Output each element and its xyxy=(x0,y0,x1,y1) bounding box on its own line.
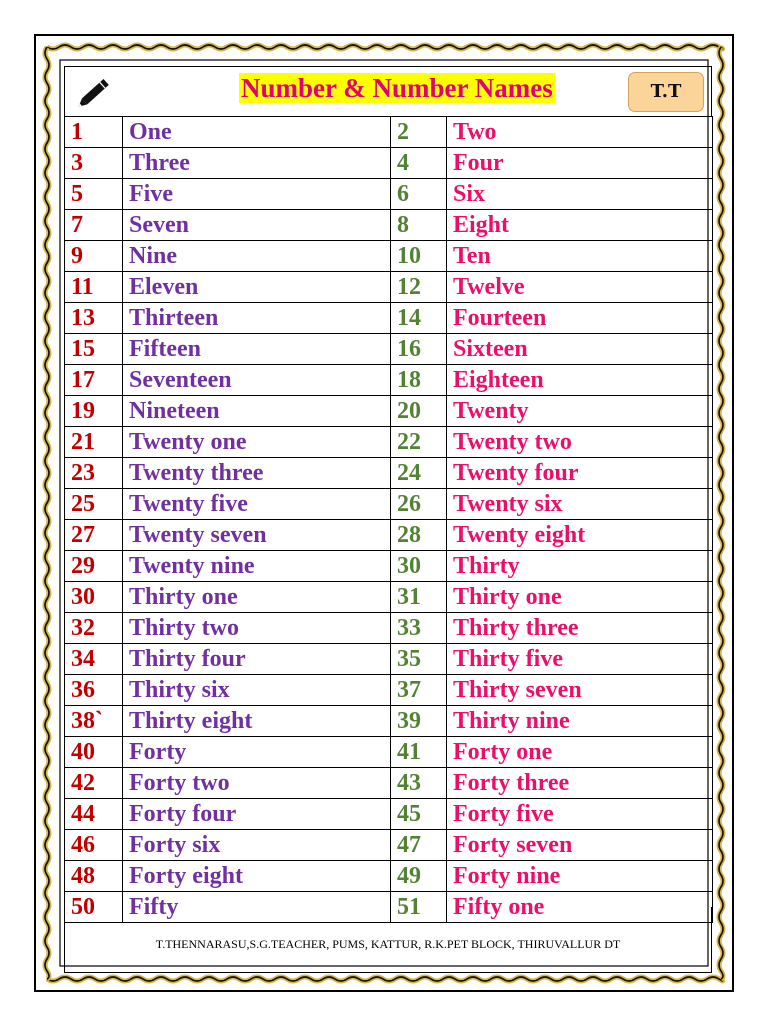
name-left: Nineteen xyxy=(123,396,391,427)
number-left: 19 xyxy=(65,396,123,427)
name-left: Thirty eight xyxy=(123,706,391,737)
footer-credit: T.THENNARASU,S.G.TEACHER, PUMS, KATTUR, R.K.PET BLOCK, THIRUVALLUR DT xyxy=(155,937,621,951)
number-right: 2 xyxy=(391,117,447,148)
name-right: Forty three xyxy=(447,768,713,799)
number-right: 39 xyxy=(391,706,447,737)
name-right: Twenty eight xyxy=(447,520,713,551)
pencil-icon xyxy=(75,73,115,111)
number-right: 30 xyxy=(391,551,447,582)
name-right: Forty one xyxy=(447,737,713,768)
table-row xyxy=(65,241,713,272)
number-left: 40 xyxy=(65,737,123,768)
number-left: 3 xyxy=(65,148,123,179)
table-row xyxy=(65,210,713,241)
name-left: Thirty four xyxy=(123,644,391,675)
number-left: 27 xyxy=(65,520,123,551)
table-row xyxy=(65,334,713,365)
number-left: 21 xyxy=(65,427,123,458)
number-right: 26 xyxy=(391,489,447,520)
name-right: Ten xyxy=(447,241,713,272)
name-right: Forty seven xyxy=(447,830,713,861)
number-left: 34 xyxy=(65,644,123,675)
number-right: 49 xyxy=(391,861,447,892)
name-left: Three xyxy=(123,148,391,179)
number-right: 22 xyxy=(391,427,447,458)
table-row xyxy=(65,520,713,551)
name-left: Fifty xyxy=(123,892,391,923)
table-row xyxy=(65,737,713,768)
number-right: 18 xyxy=(391,365,447,396)
number-left: 9 xyxy=(65,241,123,272)
number-left: 30 xyxy=(65,582,123,613)
name-left: Fifteen xyxy=(123,334,391,365)
number-left: 42 xyxy=(65,768,123,799)
number-left: 13 xyxy=(65,303,123,334)
table-row xyxy=(65,768,713,799)
name-left: Forty four xyxy=(123,799,391,830)
table-row xyxy=(65,861,713,892)
name-right: Two xyxy=(447,117,713,148)
number-names-table xyxy=(64,116,713,923)
number-left: 38` xyxy=(65,706,123,737)
page-title: Number & Number Names xyxy=(241,73,553,103)
number-left: 48 xyxy=(65,861,123,892)
number-left: 25 xyxy=(65,489,123,520)
name-left: Nine xyxy=(123,241,391,272)
name-right: Twenty six xyxy=(447,489,713,520)
name-right: Thirty three xyxy=(447,613,713,644)
table-row xyxy=(65,644,713,675)
number-left: 44 xyxy=(65,799,123,830)
name-right: Twenty two xyxy=(447,427,713,458)
name-right: Twelve xyxy=(447,272,713,303)
number-left: 5 xyxy=(65,179,123,210)
name-left: One xyxy=(123,117,391,148)
name-left: Thirteen xyxy=(123,303,391,334)
number-right: 20 xyxy=(391,396,447,427)
number-right: 31 xyxy=(391,582,447,613)
table-row xyxy=(65,117,713,148)
number-left: 11 xyxy=(65,272,123,303)
number-right: 37 xyxy=(391,675,447,706)
table-row xyxy=(65,396,713,427)
number-left: 23 xyxy=(65,458,123,489)
number-right: 10 xyxy=(391,241,447,272)
name-right: Eight xyxy=(447,210,713,241)
name-right: Fourteen xyxy=(447,303,713,334)
table-row xyxy=(65,613,713,644)
author-badge: T.T xyxy=(628,72,704,112)
name-right: Thirty nine xyxy=(447,706,713,737)
number-left: 17 xyxy=(65,365,123,396)
table-row xyxy=(65,551,713,582)
name-right: Eighteen xyxy=(447,365,713,396)
number-right: 8 xyxy=(391,210,447,241)
name-right: Sixteen xyxy=(447,334,713,365)
name-left: Twenty three xyxy=(123,458,391,489)
name-right: Thirty one xyxy=(447,582,713,613)
name-left: Seven xyxy=(123,210,391,241)
name-right: Twenty four xyxy=(447,458,713,489)
table-row xyxy=(65,830,713,861)
name-left: Forty xyxy=(123,737,391,768)
number-left: 36 xyxy=(65,675,123,706)
name-right: Twenty xyxy=(447,396,713,427)
name-right: Forty nine xyxy=(447,861,713,892)
name-left: Forty two xyxy=(123,768,391,799)
table-row xyxy=(65,458,713,489)
name-left: Forty eight xyxy=(123,861,391,892)
table-row xyxy=(65,148,713,179)
number-left: 29 xyxy=(65,551,123,582)
name-left: Thirty six xyxy=(123,675,391,706)
number-left: 1 xyxy=(65,117,123,148)
number-right: 41 xyxy=(391,737,447,768)
number-right: 4 xyxy=(391,148,447,179)
name-left: Twenty five xyxy=(123,489,391,520)
worksheet xyxy=(64,66,712,990)
table-row xyxy=(65,489,713,520)
table-row xyxy=(65,675,713,706)
name-right: Thirty xyxy=(447,551,713,582)
name-right: Fifty one xyxy=(447,892,713,923)
number-left: 7 xyxy=(65,210,123,241)
worksheet-footer xyxy=(64,907,712,973)
table-row xyxy=(65,303,713,334)
number-left: 32 xyxy=(65,613,123,644)
number-right: 12 xyxy=(391,272,447,303)
number-right: 51 xyxy=(391,892,447,923)
name-left: Thirty one xyxy=(123,582,391,613)
worksheet-header xyxy=(64,66,712,116)
name-right: Four xyxy=(447,148,713,179)
number-right: 33 xyxy=(391,613,447,644)
number-left: 15 xyxy=(65,334,123,365)
number-right: 43 xyxy=(391,768,447,799)
number-left: 50 xyxy=(65,892,123,923)
name-left: Eleven xyxy=(123,272,391,303)
name-left: Forty six xyxy=(123,830,391,861)
number-right: 35 xyxy=(391,644,447,675)
name-left: Twenty nine xyxy=(123,551,391,582)
table-row xyxy=(65,582,713,613)
name-left: Five xyxy=(123,179,391,210)
number-right: 16 xyxy=(391,334,447,365)
name-right: Forty five xyxy=(447,799,713,830)
number-right: 6 xyxy=(391,179,447,210)
table-row xyxy=(65,365,713,396)
name-left: Seventeen xyxy=(123,365,391,396)
table-row xyxy=(65,272,713,303)
number-right: 14 xyxy=(391,303,447,334)
name-left: Twenty one xyxy=(123,427,391,458)
number-left: 46 xyxy=(65,830,123,861)
number-right: 28 xyxy=(391,520,447,551)
table-row xyxy=(65,799,713,830)
name-left: Twenty seven xyxy=(123,520,391,551)
name-right: Thirty seven xyxy=(447,675,713,706)
name-left: Thirty two xyxy=(123,613,391,644)
table-row xyxy=(65,179,713,210)
table-row xyxy=(65,427,713,458)
name-right: Six xyxy=(447,179,713,210)
table-row xyxy=(65,706,713,737)
number-right: 24 xyxy=(391,458,447,489)
number-right: 47 xyxy=(391,830,447,861)
number-right: 45 xyxy=(391,799,447,830)
name-right: Thirty five xyxy=(447,644,713,675)
